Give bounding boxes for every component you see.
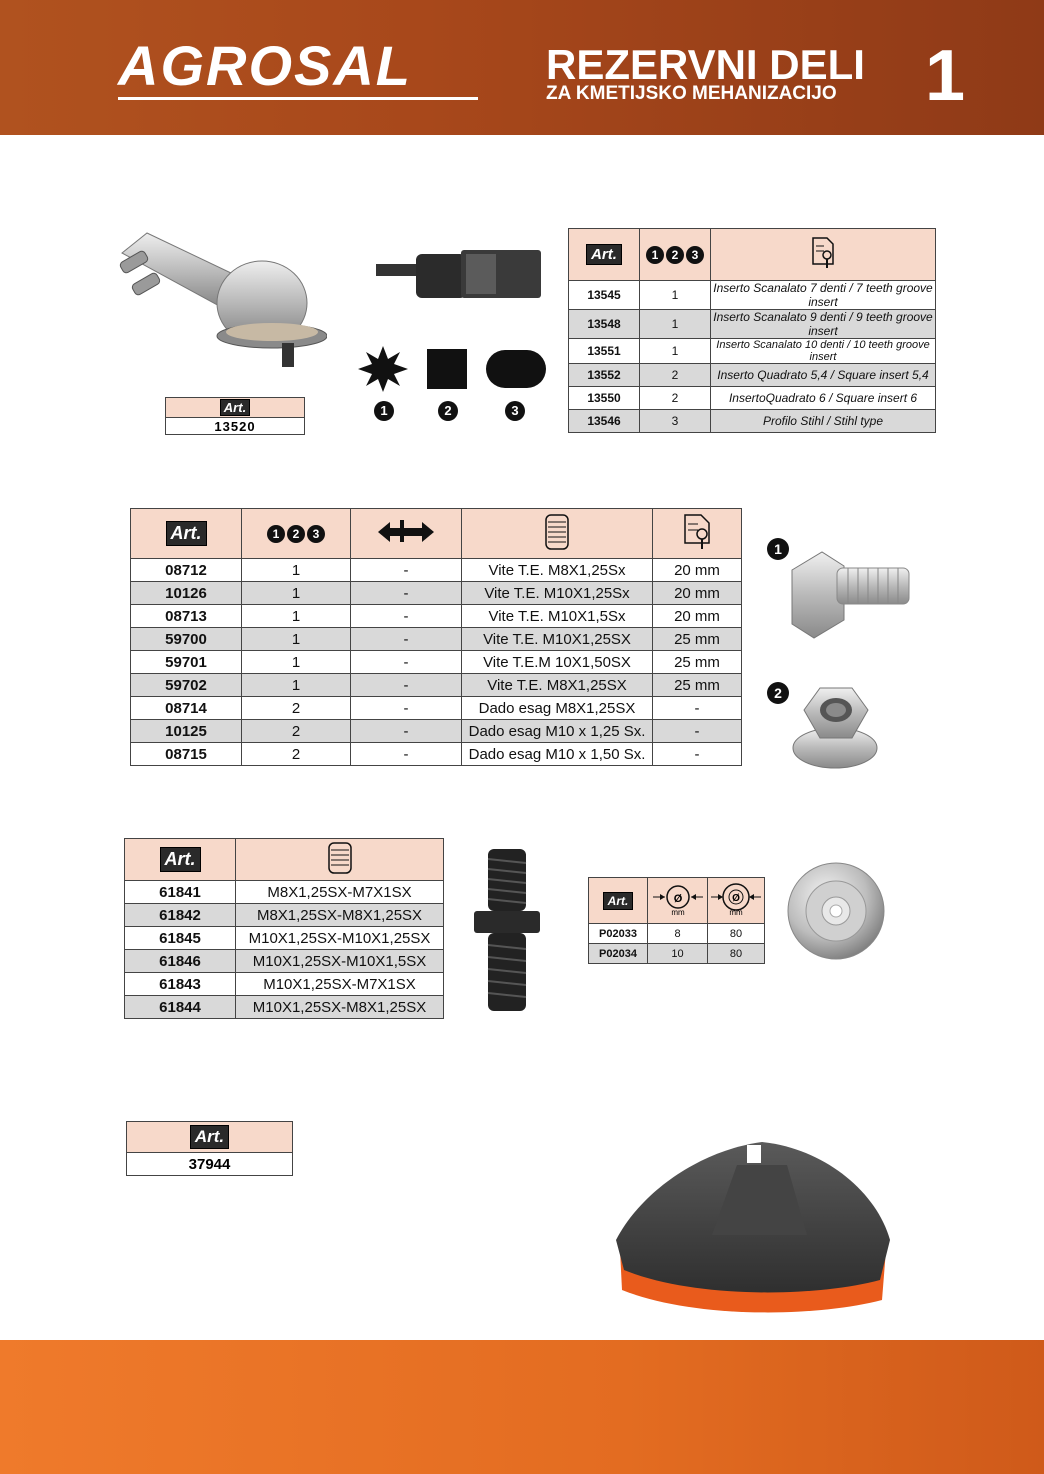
shape-label-3: 3 [505,401,525,421]
table-row: P02034 [589,944,648,964]
table-row: 10126 [131,582,242,605]
gearhead-code-box [165,397,305,435]
nut-label: 2 [767,682,789,704]
type-icons: 1 2 3 [267,525,325,543]
table-row: 08713 [131,605,242,628]
page-footer [0,1340,1044,1474]
art-label: Art. [190,1125,229,1149]
table-row: 61844 [125,996,236,1019]
table-row: 08715 [131,743,242,766]
type-icons: 1 2 3 [646,246,704,264]
table-row: P02033 [589,924,648,944]
washer-image [785,857,887,965]
square-profile-icon [427,349,467,389]
table-row: 61843 [125,973,236,996]
description-icon [683,513,711,551]
table-row: 13548 [569,310,640,339]
stihl-profile-icon [486,350,546,388]
shape-label-1: 1 [374,401,394,421]
table-row: 13552 [569,364,640,387]
art-label: Art. [586,244,622,265]
table-row: 61842 [125,904,236,927]
insert-image [376,244,546,306]
outer-diameter-icon [711,881,761,917]
thread-icon [327,841,353,875]
art-label: Art. [603,892,634,910]
gearhead-code: 13520 [166,418,305,435]
art-label: Art. [160,847,201,872]
dimension-arrow-icon [378,518,434,546]
table-row: 61846 [125,950,236,973]
table-row: 13546 [569,410,640,433]
table-row: 08712 [131,559,242,582]
svg-text:Ø: Ø [673,893,682,905]
stud-image [470,845,550,1017]
page-number: 1 [925,36,966,116]
insert-table: Art. 1 2 3 13545 1 Inserto Scanalato 7 denti / 7 teeth groove insert 13548 1 Inserto Scanalato 9 denti / 9 teeth groove insert 13551 1 Inserto Scanalato 10 denti / 10 teeth groove insert 13552 2 Inserto Quadrato 5,4 / Square insert 5,4 13550 2 InsertoQuadrato 6 / Square insert 6 13546 3 Profilo Stihl / Stihl type [568,228,936,433]
page-title: REZERVNI DELI [546,41,865,88]
inner-diameter-icon [653,881,703,917]
guard-code-box [126,1121,293,1176]
art-label: Art. [220,399,250,416]
table-row: 59700 [131,628,242,651]
stud-table: Art. 61841 M8X1,25SX-M7X1SX 61842 M8X1,25SX-M8X1,25SX 61845 M10X1,25SX-M10X1,25SX 61846 M10X1,25SX-M10X1,5SX 61843 M10X1,25SX-M7X1SX 61844 M10X1,25SX-M8X1,25SX [124,838,444,1019]
washer-table: Art. Ø mm Ø mm P02033 8 80 P02034 10 80 [588,877,765,964]
bolt-label: 1 [767,538,789,560]
page-header [0,0,1044,135]
grass-guard-image [612,1140,894,1320]
table-row: 61841 [125,881,236,904]
description-icon [811,236,835,270]
brand-logo: AGROSAL [118,34,412,97]
svg-text:mm: mm [729,908,743,917]
table-row: 59702 [131,674,242,697]
star-profile-icon [358,346,408,392]
table-row: 59701 [131,651,242,674]
logo-underline [118,97,478,100]
svg-text:Ø: Ø [732,893,740,904]
nut-image [790,680,880,772]
shape-label-2: 2 [438,401,458,421]
table-row: 08714 [131,697,242,720]
table-row: 13551 [569,339,640,364]
guard-code: 37944 [127,1153,293,1176]
svg-text:mm: mm [670,908,685,917]
table-row: 10125 [131,720,242,743]
table-row: 13545 [569,281,640,310]
gearhead-image [112,228,327,373]
table-row: 61845 [125,927,236,950]
screw-table: Art. 1 2 3 08712 1 - Vite T.E. M8X1,25Sx 20 mm 10126 1 - Vite T.E. M10X1,25Sx 20 mm 08713 1 - Vite T.E. M10X1,5Sx 20 mm 59700 1 - Vite T.E. M10X1,25SX 25 mm 59701 1 - Vite T.E.M 10X1,50SX 25 mm 59702 1 - Vite T.E. M8X1,25SX 25 mm 08714 2 - Dado esag M8X1,25SX - 10125 2 - Dado esag M10 x 1,25 Sx. - 08715 2 - Dado esag M10 x 1,50 Sx. - [130,508,742,766]
bolt-image [782,540,912,640]
table-row: 13550 [569,387,640,410]
art-label: Art. [166,521,207,546]
thread-icon [544,513,570,551]
page-subtitle: ZA KMETIJSKO MEHANIZACIJO [546,83,837,104]
